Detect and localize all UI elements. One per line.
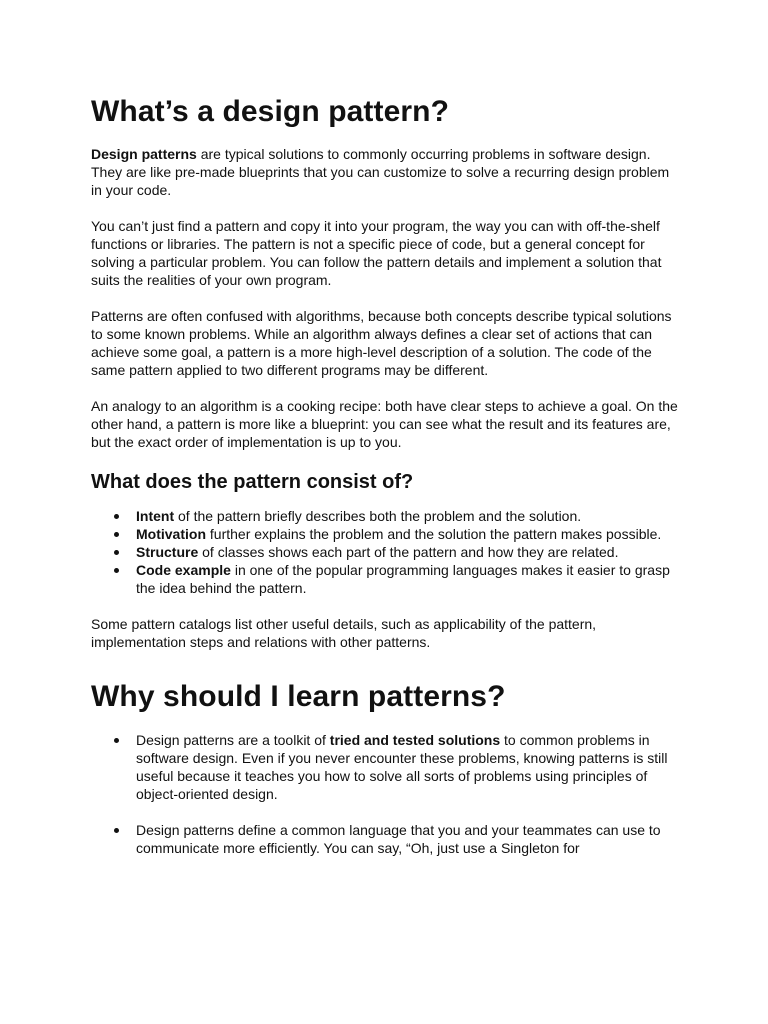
bold-term: Intent — [136, 508, 175, 524]
bold-term: tried and tested solutions — [329, 732, 501, 748]
document-page — [91, 92, 683, 875]
list-item-text: to common problems in software design. Even if you never encounter these problems, knowing patterns is still useful because it teaches you how to solve all sorts of problems using principles of object-oriented design. — [136, 732, 668, 802]
bold-term: Code example — [136, 562, 231, 578]
paragraph-text: are typical solutions to commonly occurring problems in software design. They are like pre-made blueprints that you can customize to solve a recurring design problem in your code. — [91, 146, 670, 198]
section-title: Why should I learn patterns? — [91, 680, 506, 713]
list-item: Design patterns define a common language that you and your teammates can use to communicate more efficiently. You can say, “Oh, just use a Singleton for — [91, 821, 683, 857]
bold-term: Structure — [136, 544, 199, 560]
list-item-text: further explains the problem and the solution the pattern makes possible. — [206, 526, 662, 542]
paragraph: Patterns are often confused with algorithms, because both concepts describe typical solutions to some known problems. While an algorithm always defines a clear set of actions that can achieve some goal, a pattern is a more high-level description of a solution. The code of the same pattern applied to two different programs may be different. — [91, 308, 672, 378]
page-title: What’s a design pattern? — [91, 95, 449, 128]
list-item-text: of classes shows each part of the pattern and how they are related. — [198, 544, 619, 560]
list-item-text: Design patterns are a toolkit of — [136, 732, 330, 748]
list-item — [91, 507, 683, 525]
bold-term: Motivation — [136, 526, 206, 542]
list-item — [91, 543, 683, 561]
reasons-list — [91, 731, 683, 857]
list-item — [91, 525, 683, 543]
list-item — [91, 731, 683, 803]
components-list — [91, 507, 683, 597]
paragraph: An analogy to an algorithm is a cooking recipe: both have clear steps to achieve a goal. On the other hand, a pattern is more like a blueprint: you can see what the result and its features are, but the exact order of implementation is up to you. — [91, 398, 678, 450]
list-item-text: of the pattern briefly describes both the problem and the solution. — [174, 508, 582, 524]
list-item — [91, 561, 683, 597]
paragraph: You can’t just find a pattern and copy it into your program, the way you can with off-the-shelf functions or libraries. The pattern is not a specific piece of code, but a general concept for solving a particular problem. You can follow the pattern details and implement a solution that suits the realities of your own program. — [91, 218, 662, 288]
list-item-text: in one of the popular programming languages makes it easier to grasp the idea behind the pattern. — [136, 562, 670, 596]
intro-paragraph — [91, 145, 683, 199]
paragraph: Some pattern catalogs list other useful details, such as applicability of the pattern, implementation steps and relations with other patterns. — [91, 616, 597, 650]
section-heading: What does the pattern consist of? — [91, 471, 414, 493]
bold-term: Design patterns — [91, 146, 197, 162]
